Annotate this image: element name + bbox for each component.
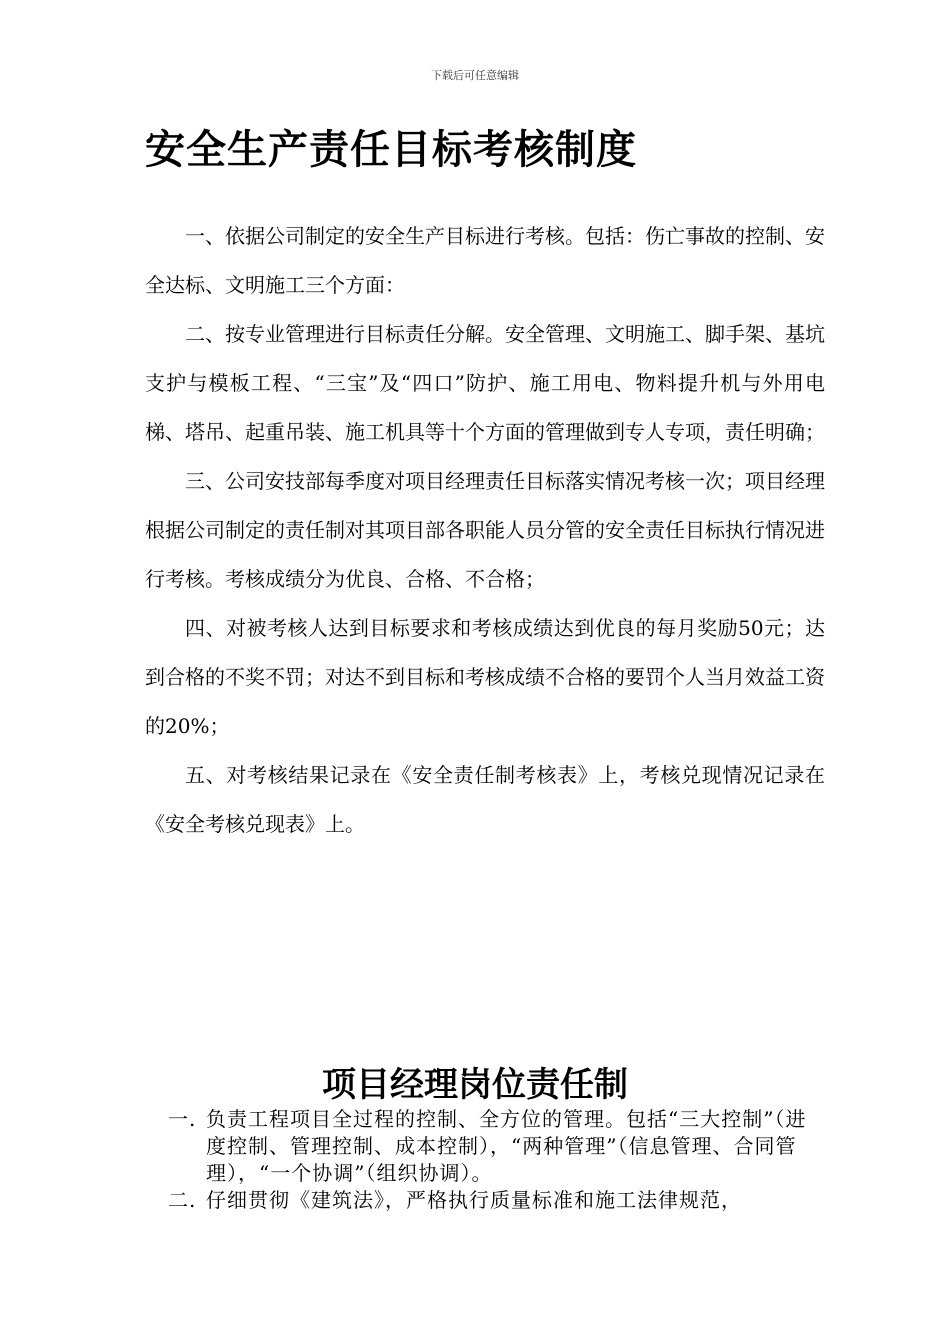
paragraph-5: 五、对考核结果记录在《安全责任制考核表》上，考核兑现情况记录在《安全考核兑现表》上。	[145, 763, 825, 836]
duty-list	[168, 1106, 818, 1214]
paragraph-2: 二、按专业管理进行目标责任分解。安全管理、文明施工、脚手架、基坑支护与模板工程、“三宝”及“四口”防护、施工用电、物料提升机与外用电梯、塔吊、起重吊装、施工机具等十个方面的管理做到专人专项，责任明确；	[145, 322, 825, 444]
section-title: 项目经理岗位责任制	[322, 1065, 628, 1105]
document-body	[145, 212, 825, 849]
header-note: 下载后可任意编辑	[431, 69, 519, 82]
list-item-text: 仔细贯彻《建筑法》，严格执行质量标准和施工法律规范，	[206, 1188, 742, 1212]
document-title: 安全生产责任目标考核制度	[145, 126, 637, 173]
list-item-number: 一.	[168, 1107, 197, 1131]
paragraph-4: 四、对被考核人达到目标要求和考核成绩达到优良的每月奖励50元；达到合格的不奖不罚；对达不到目标和考核成绩不合格的要罚个人当月效益工资的20%；	[145, 616, 825, 738]
list-item	[168, 1106, 818, 1187]
list-item-text: 负责工程项目全过程的控制、全方位的管理。包括“三大控制”（进度控制、管理控制、成本控制），“两种管理”（信息管理、合同管理），“一个协调”（组织协调）。	[206, 1107, 807, 1185]
list-item-number: 二.	[168, 1188, 197, 1212]
paragraph-1: 一、依据公司制定的安全生产目标进行考核。包括：伤亡事故的控制、安全达标、文明施工三个方面：	[145, 224, 825, 297]
list-item	[168, 1187, 818, 1214]
paragraph-3: 三、公司安技部每季度对项目经理责任目标落实情况考核一次；项目经理根据公司制定的责任制对其项目部各职能人员分管的安全责任目标执行情况进行考核。考核成绩分为优良、合格、不合格；	[145, 469, 825, 591]
